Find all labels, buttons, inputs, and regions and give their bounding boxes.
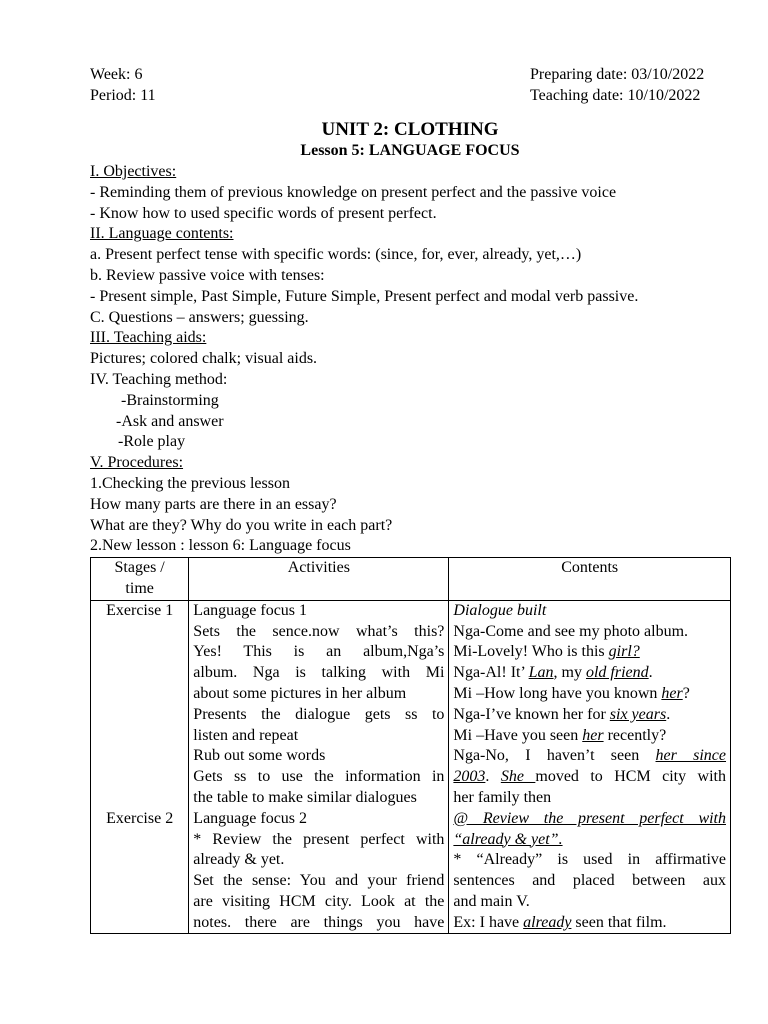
content-line xyxy=(453,746,726,767)
content-blank: her xyxy=(582,726,604,744)
table-header-row xyxy=(91,558,731,601)
teaching-date: Teaching date: 10/10/2022 xyxy=(530,87,701,104)
content-blank: her since xyxy=(655,747,727,765)
activity-line: Yes! This is an album,Nga’s xyxy=(193,643,445,661)
procedure-item: What are they? Why do you write in each part? xyxy=(90,516,393,534)
content-line xyxy=(453,705,726,726)
content-text: Mi-Lovely! Who is this xyxy=(453,643,609,661)
content-item: b. Review passive voice with tenses: xyxy=(90,266,325,284)
activity-line: notes. there are things you have xyxy=(193,913,445,931)
title-block xyxy=(90,119,730,161)
activity-line: Language focus 1 xyxy=(193,601,308,619)
content-text: . xyxy=(666,705,671,723)
header-row-2 xyxy=(90,85,730,106)
procedure-item: 1.Checking the previous lesson xyxy=(90,474,290,492)
content-line: and main V. xyxy=(453,892,530,910)
content-blank: her xyxy=(661,684,683,702)
content-line: @ Review the present perfect with xyxy=(453,809,726,827)
preparing-date: Preparing date: 03/10/2022 xyxy=(530,66,705,83)
activity-line: album. Nga is talking with Mi xyxy=(193,664,445,682)
activities-cell xyxy=(189,600,449,934)
activity-line: Sets the sence.now what’s this? xyxy=(193,622,445,640)
content-line xyxy=(453,913,726,934)
content-text: . xyxy=(485,768,501,786)
table-row xyxy=(91,600,731,934)
content-item: C. Questions – answers; guessing. xyxy=(90,308,309,326)
activity-line: Set the sense: You and your friend xyxy=(193,872,445,890)
content-line: * “Already” is used in affirmative xyxy=(453,851,726,869)
procedure-item: 2.New lesson : lesson 6: Language focus xyxy=(90,537,351,555)
period-label: Period: 11 xyxy=(90,87,156,104)
aids-heading: III. Teaching aids: xyxy=(90,329,207,347)
unit-title: UNIT 2: CLOTHING xyxy=(321,119,499,140)
activity-line: Presents the dialogue gets ss to xyxy=(193,705,445,723)
header-row-1 xyxy=(90,64,730,85)
activity-line: listen and repeat xyxy=(193,726,299,744)
content-text: . xyxy=(648,664,653,682)
stage-exercise-2: Exercise 2 xyxy=(106,809,174,827)
method-item: -Role play xyxy=(118,433,186,451)
content-line: Nga-Come and see my photo album. xyxy=(453,622,689,640)
lesson-title: Lesson 5: LANGUAGE FOCUS xyxy=(300,142,520,159)
method-item: -Brainstorming xyxy=(121,391,219,409)
objective-item: - Know how to used specific words of present perfect. xyxy=(90,204,437,222)
content-line xyxy=(453,767,726,788)
content-line xyxy=(453,642,726,663)
content-text: recently? xyxy=(603,726,667,744)
procedures-table xyxy=(90,557,731,934)
activity-line: already & yet. xyxy=(193,851,285,869)
content-blank: girl? xyxy=(608,643,640,661)
week-label: Week: 6 xyxy=(90,66,143,83)
activity-line: are visiting HCM city. Look at the xyxy=(193,892,445,910)
objective-item: - Reminding them of previous knowledge on present perfect and the passive voice xyxy=(90,183,617,201)
content-line xyxy=(453,684,726,705)
objectives-heading: I. Objectives: xyxy=(90,163,177,180)
activity-line: * Review the present perfect with xyxy=(193,830,445,848)
activity-line: the table to make similar dialogues xyxy=(193,788,417,806)
procedures-heading: V. Procedures: xyxy=(90,454,184,472)
aids-text: Pictures; colored chalk; visual aids. xyxy=(90,350,318,368)
method-heading: IV. Teaching method: xyxy=(90,370,228,388)
lesson-plan-page xyxy=(90,64,730,934)
content-blank: old friend xyxy=(585,664,649,682)
content-text: Mi –How long have you known xyxy=(453,684,662,702)
content-text: Nga-I’ve known her for xyxy=(453,705,610,723)
plan-body xyxy=(90,162,730,557)
method-item: -Ask and answer xyxy=(116,412,224,430)
content-line: sentences and placed between aux xyxy=(453,872,726,890)
content-line xyxy=(453,726,726,747)
content-blank: She xyxy=(500,768,536,786)
activities-header: Activities xyxy=(189,558,449,601)
content-text: Mi –Have you seen xyxy=(453,726,583,744)
activity-line: about some pictures in her album xyxy=(193,684,407,702)
content-blank: “already & yet”. xyxy=(453,830,563,848)
stage-exercise-1: Exercise 1 xyxy=(106,601,174,619)
contents-cell xyxy=(449,600,731,934)
stages-header-line: time xyxy=(125,579,154,597)
content-blank: already xyxy=(523,913,572,931)
content-text: ? xyxy=(682,684,690,702)
content-item: - Present simple, Past Simple, Future Simple, Present perfect and modal verb passive. xyxy=(90,287,639,305)
activity-line: Language focus 2 xyxy=(193,809,308,827)
content-line xyxy=(453,830,726,851)
contents-heading: II. Language contents: xyxy=(90,225,234,243)
content-text: Ex: I have xyxy=(453,913,524,931)
stage-spacer xyxy=(95,622,184,809)
stage-cell xyxy=(91,600,189,934)
content-line xyxy=(453,663,726,684)
content-blank: six years xyxy=(609,705,667,723)
content-text: Nga-No, I haven’t seen xyxy=(453,747,656,765)
content-line: her family then xyxy=(453,788,552,806)
procedure-item: How many parts are there in an essay? xyxy=(90,495,337,513)
content-text: Nga-Al! It’ xyxy=(453,664,529,682)
content-blank: 2003 xyxy=(453,768,486,786)
stages-header xyxy=(91,558,189,601)
content-text: , my xyxy=(553,664,586,682)
stages-header-line: Stages / xyxy=(114,559,165,577)
activity-line: Rub out some words xyxy=(193,747,326,765)
content-line: Dialogue built xyxy=(453,601,547,619)
content-item: a. Present perfect tense with specific words: (since, for, ever, already, yet,…) xyxy=(90,246,582,264)
content-blank: Lan xyxy=(528,664,554,682)
activity-line: Gets ss to use the information in xyxy=(193,768,445,786)
contents-header: Contents xyxy=(449,558,731,601)
content-text: seen that film. xyxy=(571,913,667,931)
content-text: moved to HCM city with xyxy=(535,768,726,786)
